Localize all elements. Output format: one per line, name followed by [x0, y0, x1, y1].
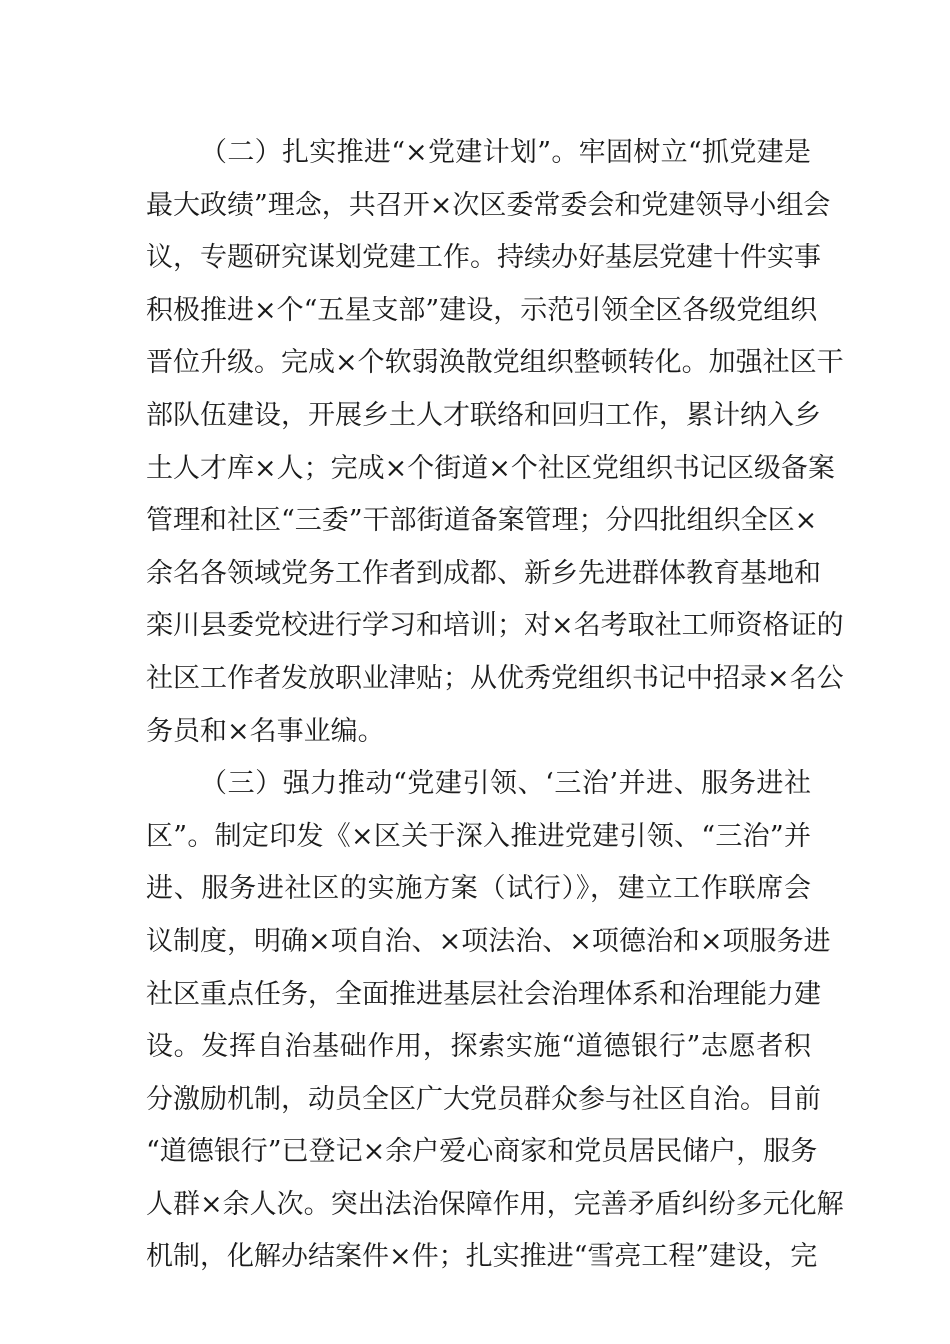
paragraph-3-line-3: 进、服务进社区的实施方案（试行）》，建立工作联席会: [146, 873, 811, 905]
paragraph-3-line-5: 社区重点任务，全面推进基层社会治理体系和治理能力建: [146, 978, 821, 1010]
paragraph-2-line-12: 务员和×名事业编。: [146, 715, 385, 747]
paragraph-2-line-8: 管理和社区“三委”干部街道备案管理；分四批组织全区×: [146, 505, 818, 537]
paragraph-3-line-7: 分激励机制，动员全区广大党员群众参与社区自治。目前: [146, 1083, 821, 1115]
paragraph-3-line-2: 区”。制定印发《×区关于深入推进党建引领、“三治”并: [146, 820, 811, 852]
paragraph-2-line-6: 部队伍建设，开展乡土人才联络和回归工作，累计纳入乡: [146, 399, 821, 431]
paragraph-2-line-7: 土人才库×人；完成×个街道×个社区党组织书记区级备案: [146, 452, 835, 484]
paragraph-2-line-11: 社区工作者发放职业津贴；从优秀党组织书记中招录×名公: [146, 662, 844, 694]
paragraph-2-line-3: 议，专题研究谋划党建工作。持续办好基层党建十件实事: [146, 242, 821, 274]
paragraph-2-line-1: （二）扎实推进“×党建计划”。牢固树立“抓党建是: [200, 137, 811, 168]
paragraph-3-line-4: 议制度，明确×项自治、×项法治、×项德治和×项服务进: [146, 925, 831, 957]
paragraph-2-line-9: 余名各领域党务工作者到成都、新乡先进群体教育基地和: [146, 557, 821, 589]
paragraph-3-line-10: 机制，化解办结案件×件；扎实推进“雪亮工程”建设，完: [146, 1241, 818, 1273]
document-body: [146, 127, 844, 1284]
paragraph-3-line-6: 设。发挥自治基础作用，探索实施“道德银行”志愿者积: [146, 1031, 811, 1063]
paragraph-2-line-4: 积极推进×个“五星支部”建设，示范引领全区各级党组织: [146, 294, 818, 326]
paragraph-3-line-1: （三）强力推动“党建引领、‘三治’并进、服务进社: [200, 768, 811, 800]
paragraph-2-line-2: 最大政绩”理念，共召开×次区委常委会和党建领导小组会: [146, 189, 831, 221]
paragraph-2-line-10: 栾川县委党校进行学习和培训；对×名考取社工师资格证的: [146, 610, 844, 642]
paragraph-2-line-5: 晋位升级。完成×个软弱涣散党组织整顿转化。加强社区干: [146, 347, 844, 379]
paragraph-3-line-8: “道德银行”已登记×余户爱心商家和党员居民储户，服务: [146, 1136, 818, 1168]
paragraph-3-line-9: 人群×余人次。突出法治保障作用，完善矛盾纠纷多元化解: [146, 1188, 844, 1220]
